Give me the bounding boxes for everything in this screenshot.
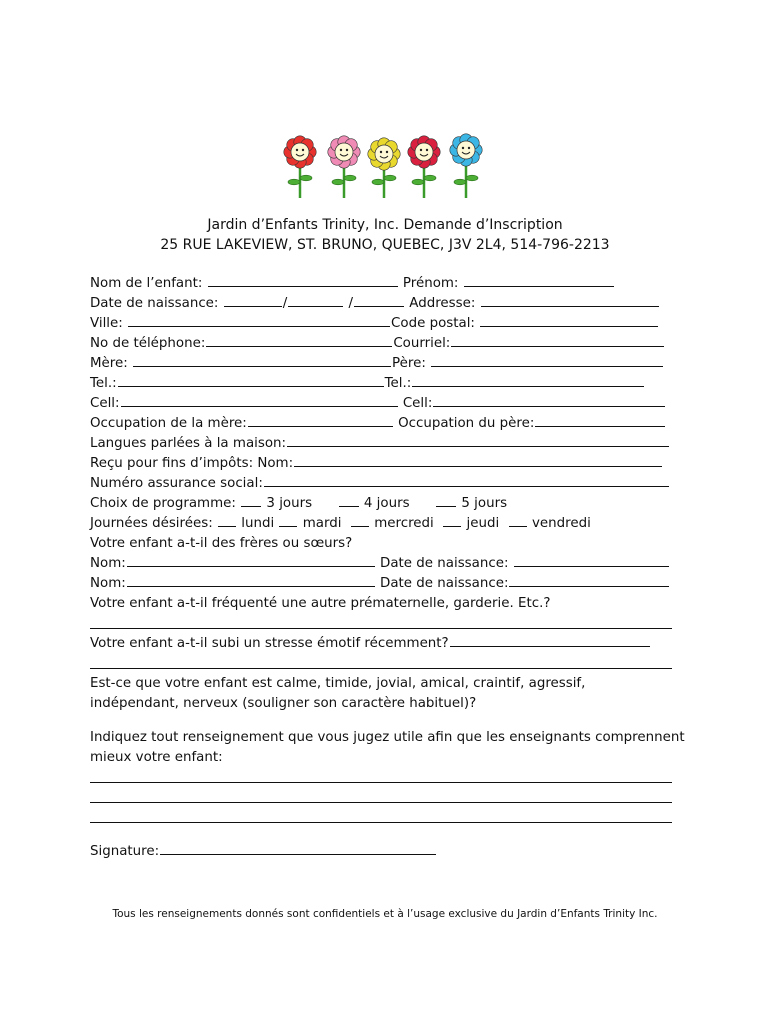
label-code-postal: Code postal: — [391, 316, 475, 331]
option-mercredi: mercredi — [374, 516, 434, 531]
label-addresse: Addresse: — [409, 296, 476, 311]
question-caractere-2: indépendant, nerveux (souligner son caractère habituel)? — [90, 696, 477, 711]
field-code-postal[interactable] — [480, 314, 658, 327]
field-courriel[interactable] — [451, 334, 664, 347]
flower-icon — [328, 136, 360, 198]
field-nas[interactable] — [264, 474, 669, 487]
label-ville: Ville: — [90, 316, 123, 331]
option-3-jours: 3 jours — [266, 496, 313, 511]
check-mercredi[interactable] — [351, 514, 369, 527]
field-occupation-mere[interactable] — [248, 414, 393, 427]
flowers-logo-icon — [276, 130, 496, 205]
label-tel-pere: Tel.: — [384, 376, 412, 391]
label-cell-mere: Cell: — [90, 396, 120, 411]
flower-icon — [408, 136, 440, 198]
field-annee[interactable] — [354, 294, 404, 307]
field-cell-mere[interactable] — [121, 394, 398, 407]
question-frequente: Votre enfant a-t-il fréquenté une autre prématernelle, garderie. Etc.? — [90, 596, 551, 611]
registration-form — [90, 274, 690, 862]
question-stresse: Votre enfant a-t-il subi un stresse émotif récemment? — [90, 636, 449, 651]
label-occupation-mere: Occupation de la mère: — [90, 416, 247, 431]
field-stresse-2[interactable] — [90, 654, 690, 674]
option-vendredi: vendredi — [532, 516, 591, 531]
label-nom-enfant: Nom de l’enfant: — [90, 276, 203, 291]
label-date-frere-2: Date de naissance: — [380, 576, 509, 591]
label-courriel: Courriel: — [393, 336, 451, 351]
flower-icon — [284, 136, 316, 198]
check-mardi[interactable] — [279, 514, 297, 527]
field-nom-enfant[interactable] — [208, 274, 398, 287]
slash-1: / — [282, 296, 288, 311]
field-prenom[interactable] — [464, 274, 614, 287]
question-freres: Votre enfant a-t-il des frères ou sœurs? — [90, 536, 353, 551]
check-3-jours[interactable] — [241, 494, 261, 507]
label-journees: Journées désirées: — [90, 516, 213, 531]
field-nom-frere-2[interactable] — [127, 574, 375, 587]
field-langues[interactable] — [287, 434, 669, 447]
field-mere[interactable] — [133, 354, 391, 367]
field-nom-frere-1[interactable] — [127, 554, 375, 567]
field-addresse[interactable] — [481, 294, 659, 307]
field-frequente[interactable] — [90, 614, 690, 634]
label-signature: Signature: — [90, 844, 160, 859]
label-choix: Choix de programme: — [90, 496, 236, 511]
field-cell-pere[interactable] — [433, 394, 665, 407]
field-mois[interactable] — [288, 294, 343, 307]
field-signature[interactable] — [160, 842, 436, 855]
label-date-naissance: Date de naissance: — [90, 296, 219, 311]
field-date-frere-1[interactable] — [514, 554, 669, 567]
form-title: Jardin d’Enfants Trinity, Inc. Demande d’Inscription — [207, 217, 563, 233]
option-5-jours: 5 jours — [461, 496, 508, 511]
field-renseignement-2[interactable] — [90, 788, 690, 808]
label-cell-pere: Cell: — [402, 396, 433, 411]
check-4-jours[interactable] — [339, 494, 359, 507]
slash-2: / — [348, 296, 353, 311]
field-tel-pere[interactable] — [412, 374, 644, 387]
question-renseignement-2: mieux votre enfant: — [90, 750, 223, 765]
label-nom-frere-1: Nom: — [90, 556, 126, 571]
check-vendredi[interactable] — [509, 514, 527, 527]
label-pere: Père: — [392, 356, 426, 371]
option-lundi: lundi — [241, 516, 275, 531]
check-jeudi[interactable] — [443, 514, 461, 527]
field-renseignement-1[interactable] — [90, 768, 690, 788]
label-nom-frere-2: Nom: — [90, 576, 126, 591]
field-renseignement-3[interactable] — [90, 808, 690, 828]
flower-icon — [368, 138, 400, 198]
label-nas: Numéro assurance social: — [90, 476, 263, 491]
field-stresse[interactable] — [450, 634, 650, 647]
label-mere: Mère: — [90, 356, 128, 371]
field-jour[interactable] — [224, 294, 282, 307]
label-langues: Langues parlées à la maison: — [90, 436, 287, 451]
field-date-frere-2[interactable] — [509, 574, 669, 587]
question-caractere-1: Est-ce que votre enfant est calme, timide, jovial, amical, craintif, agressif, — [90, 676, 586, 691]
label-date-frere-1: Date de naissance: — [380, 556, 509, 571]
label-prenom: Prénom: — [402, 276, 459, 291]
school-address: 25 RUE LAKEVIEW, ST. BRUNO, QUEBEC, J3V 2L4, 514-796-2213 — [160, 237, 610, 253]
field-recu[interactable] — [294, 454, 662, 467]
question-renseignement-1: Indiquez tout renseignement que vous jugez utile afin que les enseignants comprennent — [90, 730, 685, 745]
label-occupation-pere: Occupation du père: — [398, 416, 535, 431]
label-telephone: No de téléphone: — [90, 336, 206, 351]
label-tel-mere: Tel.: — [90, 376, 117, 391]
option-mardi: mardi — [302, 516, 342, 531]
flower-icon — [450, 134, 482, 198]
option-jeudi: jeudi — [466, 516, 500, 531]
confidentiality-footer: Tous les renseignements donnés sont confidentiels et à l’usage exclusive du Jardin d’Enfants Trinity Inc. — [112, 908, 658, 920]
field-pere[interactable] — [431, 354, 663, 367]
field-ville[interactable] — [128, 314, 390, 327]
field-telephone[interactable] — [206, 334, 392, 347]
field-tel-mere[interactable] — [118, 374, 384, 387]
check-lundi[interactable] — [218, 514, 236, 527]
check-5-jours[interactable] — [436, 494, 456, 507]
field-occupation-pere[interactable] — [535, 414, 665, 427]
option-4-jours: 4 jours — [363, 496, 410, 511]
label-recu: Reçu pour fins d’impôts: Nom: — [90, 456, 294, 471]
